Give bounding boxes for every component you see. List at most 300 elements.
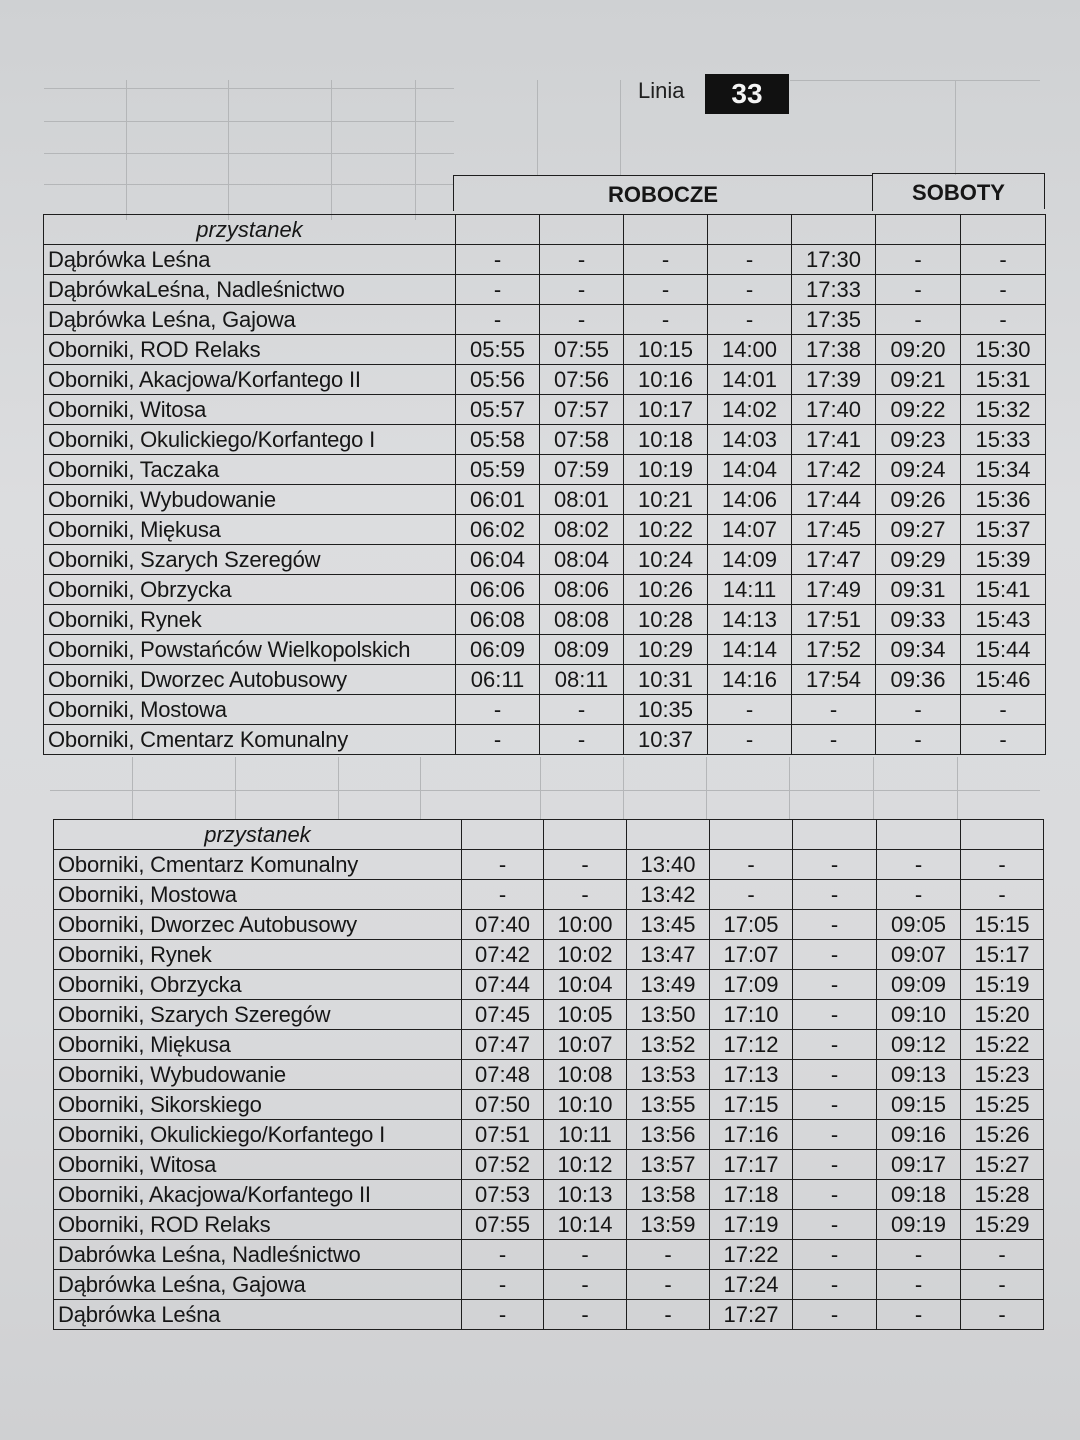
departure-time: 05:57	[456, 395, 540, 425]
departure-time: 13:50	[627, 1000, 710, 1030]
stop-name: Oborniki, ROD Relaks	[44, 335, 456, 365]
table-row	[54, 1270, 1044, 1300]
stop-name: Dąbrówka Leśna, Gajowa	[44, 305, 456, 335]
course-column-header	[624, 215, 708, 245]
departure-time: -	[456, 305, 540, 335]
stop-name: Dąbrówka Leśna	[54, 1300, 462, 1330]
line-label: Linia	[638, 78, 685, 103]
departure-time: 17:45	[792, 515, 876, 545]
departure-time: 10:16	[624, 365, 708, 395]
departure-time: 07:56	[540, 365, 624, 395]
departure-time: -	[877, 850, 961, 880]
table-row	[44, 335, 1046, 365]
departure-time: 09:18	[877, 1180, 961, 1210]
departure-time: -	[793, 880, 877, 910]
stop-name: Oborniki, Obrzycka	[54, 970, 462, 1000]
departure-time: -	[793, 1300, 877, 1330]
stop-name: Oborniki, Okulickiego/Korfantego I	[44, 425, 456, 455]
table-row	[54, 1180, 1044, 1210]
departure-time: -	[876, 725, 961, 755]
departure-time: -	[708, 245, 792, 275]
departure-time: 17:12	[710, 1030, 793, 1060]
departure-time: -	[792, 725, 876, 755]
departure-time: 13:45	[627, 910, 710, 940]
departure-time: 09:12	[877, 1030, 961, 1060]
departure-time: 09:09	[877, 970, 961, 1000]
stop-name: Oborniki, ROD Relaks	[54, 1210, 462, 1240]
departure-time: 09:19	[877, 1210, 961, 1240]
departure-time: 17:47	[792, 545, 876, 575]
departure-time: 15:46	[961, 665, 1046, 695]
departure-time: -	[793, 1120, 877, 1150]
table-row	[44, 605, 1046, 635]
departure-time: 07:59	[540, 455, 624, 485]
departure-time: 07:52	[462, 1150, 544, 1180]
departure-time: 17:18	[710, 1180, 793, 1210]
departure-time: -	[876, 305, 961, 335]
grid-line	[537, 80, 538, 175]
table-header-row	[44, 215, 1046, 245]
departure-time: 17:22	[710, 1240, 793, 1270]
departure-time: -	[462, 1300, 544, 1330]
departure-time: 17:19	[710, 1210, 793, 1240]
departure-time: 08:04	[540, 545, 624, 575]
departure-time: 14:02	[708, 395, 792, 425]
departure-time: 06:01	[456, 485, 540, 515]
departure-time: 07:55	[462, 1210, 544, 1240]
departure-time: 10:24	[624, 545, 708, 575]
departure-time: 14:16	[708, 665, 792, 695]
departure-time: -	[793, 1000, 877, 1030]
departure-time: 15:25	[961, 1090, 1044, 1120]
departure-time: 17:27	[710, 1300, 793, 1330]
grid-line	[44, 121, 454, 122]
departure-time: 15:41	[961, 575, 1046, 605]
departure-time: -	[708, 305, 792, 335]
departure-time: 17:42	[792, 455, 876, 485]
weekdays-header: ROBOCZE	[453, 175, 873, 211]
stop-name: Dąbrówka Leśna	[44, 245, 456, 275]
course-column-header	[961, 820, 1044, 850]
departure-time: 14:07	[708, 515, 792, 545]
departure-time: 07:50	[462, 1090, 544, 1120]
departure-time: 07:48	[462, 1060, 544, 1090]
course-column-header	[462, 820, 544, 850]
departure-time: -	[624, 305, 708, 335]
timetable-return	[53, 819, 1044, 1330]
grid-line	[955, 80, 956, 175]
departure-time: 13:40	[627, 850, 710, 880]
departure-time: -	[544, 850, 627, 880]
stop-column-header: przystanek	[44, 215, 456, 245]
departure-time: -	[876, 695, 961, 725]
departure-time: -	[792, 695, 876, 725]
departure-time: -	[961, 1240, 1044, 1270]
departure-time: 10:07	[544, 1030, 627, 1060]
departure-time: -	[456, 245, 540, 275]
departure-time: 09:15	[877, 1090, 961, 1120]
departure-time: 09:05	[877, 910, 961, 940]
departure-time: 10:28	[624, 605, 708, 635]
departure-time: 09:13	[877, 1060, 961, 1090]
table-row	[44, 545, 1046, 575]
table-row	[54, 1300, 1044, 1330]
table-row	[54, 1060, 1044, 1090]
departure-time: -	[793, 910, 877, 940]
departure-time: 10:00	[544, 910, 627, 940]
departure-time: 09:21	[876, 365, 961, 395]
departure-time: 15:34	[961, 455, 1046, 485]
departure-time: 14:00	[708, 335, 792, 365]
departure-time: -	[544, 1240, 627, 1270]
departure-time: 07:45	[462, 1000, 544, 1030]
departure-time: 17:24	[710, 1270, 793, 1300]
grid-line	[50, 790, 1040, 791]
departure-time: 13:56	[627, 1120, 710, 1150]
departure-time: 15:28	[961, 1180, 1044, 1210]
departure-time: -	[793, 1030, 877, 1060]
grid-line	[415, 80, 416, 220]
departure-time: -	[793, 1150, 877, 1180]
table-row	[44, 725, 1046, 755]
departure-time: -	[456, 695, 540, 725]
table-row	[44, 455, 1046, 485]
departure-time: -	[456, 275, 540, 305]
departure-time: -	[627, 1300, 710, 1330]
departure-time: -	[710, 880, 793, 910]
departure-time: -	[540, 275, 624, 305]
departure-time: -	[876, 245, 961, 275]
departure-time: 09:20	[876, 335, 961, 365]
table-row	[54, 910, 1044, 940]
departure-time: -	[793, 1210, 877, 1240]
departure-time: 10:14	[544, 1210, 627, 1240]
departure-time: 06:06	[456, 575, 540, 605]
departure-time: 17:52	[792, 635, 876, 665]
departure-time: 07:51	[462, 1120, 544, 1150]
departure-time: 15:22	[961, 1030, 1044, 1060]
departure-time: 08:01	[540, 485, 624, 515]
departure-time: 06:04	[456, 545, 540, 575]
departure-time: -	[961, 725, 1046, 755]
departure-time: 07:44	[462, 970, 544, 1000]
departure-time: 13:52	[627, 1030, 710, 1060]
departure-time: -	[540, 725, 624, 755]
departure-time: 09:31	[876, 575, 961, 605]
departure-time: 10:29	[624, 635, 708, 665]
stop-name: Dąbrówka Leśna, Gajowa	[54, 1270, 462, 1300]
departure-time: 09:16	[877, 1120, 961, 1150]
departure-time: -	[793, 1060, 877, 1090]
departure-time: 09:36	[876, 665, 961, 695]
departure-time: 09:29	[876, 545, 961, 575]
departure-time: 14:04	[708, 455, 792, 485]
departure-time: 14:01	[708, 365, 792, 395]
departure-time: 10:11	[544, 1120, 627, 1150]
line-number-badge: 33	[705, 74, 789, 114]
departure-time: 09:07	[877, 940, 961, 970]
grid-line	[540, 757, 541, 819]
stop-name: Oborniki, Akacjowa/Korfantego II	[44, 365, 456, 395]
stop-name: Oborniki, Miękusa	[54, 1030, 462, 1060]
departure-time: 15:37	[961, 515, 1046, 545]
departure-time: -	[624, 275, 708, 305]
table-row	[54, 1000, 1044, 1030]
departure-time: 15:17	[961, 940, 1044, 970]
departure-time: 13:55	[627, 1090, 710, 1120]
stop-name: Oborniki, Witosa	[44, 395, 456, 425]
departure-time: 17:13	[710, 1060, 793, 1090]
departure-time: 10:08	[544, 1060, 627, 1090]
table-row	[44, 365, 1046, 395]
departure-time: -	[710, 850, 793, 880]
stop-column-header: przystanek	[54, 820, 462, 850]
grid-line	[44, 184, 454, 185]
departure-time: 06:02	[456, 515, 540, 545]
departure-time: 09:26	[876, 485, 961, 515]
departure-time: 05:56	[456, 365, 540, 395]
table-header-row	[54, 820, 1044, 850]
departure-time: -	[877, 1300, 961, 1330]
table-row	[54, 850, 1044, 880]
departure-time: 10:18	[624, 425, 708, 455]
departure-time: 09:23	[876, 425, 961, 455]
stop-name: Oborniki, Dworzec Autobusowy	[44, 665, 456, 695]
departure-time: 06:11	[456, 665, 540, 695]
departure-time: 17:16	[710, 1120, 793, 1150]
departure-time: 06:08	[456, 605, 540, 635]
grid-line	[331, 80, 332, 220]
departure-time: 15:29	[961, 1210, 1044, 1240]
grid-line	[957, 757, 958, 819]
departure-time: 17:05	[710, 910, 793, 940]
departure-time: 14:13	[708, 605, 792, 635]
stop-name: Oborniki, Wybudowanie	[54, 1060, 462, 1090]
grid-line	[873, 757, 874, 819]
departure-time: -	[708, 695, 792, 725]
course-column-header	[710, 820, 793, 850]
departure-time: 17:54	[792, 665, 876, 695]
departure-time: -	[456, 725, 540, 755]
departure-time: 15:26	[961, 1120, 1044, 1150]
departure-time: 10:31	[624, 665, 708, 695]
departure-time: -	[708, 725, 792, 755]
departure-time: 06:09	[456, 635, 540, 665]
table-row	[54, 880, 1044, 910]
table-row	[54, 970, 1044, 1000]
departure-time: 09:33	[876, 605, 961, 635]
departure-time: 13:58	[627, 1180, 710, 1210]
table-row	[54, 1150, 1044, 1180]
course-column-header	[627, 820, 710, 850]
departure-time: -	[877, 1270, 961, 1300]
table-row	[54, 1240, 1044, 1270]
departure-time: 15:20	[961, 1000, 1044, 1030]
departure-time: -	[793, 970, 877, 1000]
departure-time: -	[961, 245, 1046, 275]
departure-time: 10:15	[624, 335, 708, 365]
departure-time: 15:31	[961, 365, 1046, 395]
departure-time: 17:07	[710, 940, 793, 970]
departure-time: -	[627, 1240, 710, 1270]
departure-time: -	[793, 1180, 877, 1210]
table-row	[44, 395, 1046, 425]
table-row	[54, 940, 1044, 970]
departure-time: 10:10	[544, 1090, 627, 1120]
stop-name: DąbrówkaLeśna, Nadleśnictwo	[44, 275, 456, 305]
departure-time: 17:49	[792, 575, 876, 605]
stop-name: Oborniki, Cmentarz Komunalny	[44, 725, 456, 755]
departure-time: 07:40	[462, 910, 544, 940]
table-row	[54, 1120, 1044, 1150]
stop-name: Oborniki, Powstańców Wielkopolskich	[44, 635, 456, 665]
departure-time: 13:59	[627, 1210, 710, 1240]
departure-time: 07:55	[540, 335, 624, 365]
departure-time: 15:39	[961, 545, 1046, 575]
departure-time: 05:58	[456, 425, 540, 455]
departure-time: 15:30	[961, 335, 1046, 365]
stop-name: Oborniki, Okulickiego/Korfantego I	[54, 1120, 462, 1150]
table-row	[44, 425, 1046, 455]
departure-time: -	[540, 245, 624, 275]
departure-time: 15:36	[961, 485, 1046, 515]
grid-line	[44, 88, 454, 89]
departure-time: 17:44	[792, 485, 876, 515]
departure-time: -	[793, 940, 877, 970]
course-column-header	[540, 215, 624, 245]
departure-time: -	[544, 1270, 627, 1300]
grid-line	[44, 153, 454, 154]
departure-time: -	[876, 275, 961, 305]
stop-name: Oborniki, Miękusa	[44, 515, 456, 545]
grid-line	[338, 757, 339, 819]
departure-time: 08:11	[540, 665, 624, 695]
departure-time: 09:22	[876, 395, 961, 425]
departure-time: 09:10	[877, 1000, 961, 1030]
stop-name: Oborniki, Sikorskiego	[54, 1090, 462, 1120]
departure-time: 15:27	[961, 1150, 1044, 1180]
table-row	[44, 245, 1046, 275]
grid-line	[420, 757, 421, 819]
departure-time: -	[462, 1270, 544, 1300]
departure-time: 17:33	[792, 275, 876, 305]
departure-time: -	[961, 275, 1046, 305]
departure-time: 14:09	[708, 545, 792, 575]
departure-time: 15:32	[961, 395, 1046, 425]
grid-line	[620, 80, 621, 175]
departure-time: 07:47	[462, 1030, 544, 1060]
grid-line	[789, 757, 790, 819]
departure-time: -	[961, 1300, 1044, 1330]
grid-line	[228, 80, 229, 220]
departure-time: -	[793, 1090, 877, 1120]
stop-name: Oborniki, Taczaka	[44, 455, 456, 485]
departure-time: 17:39	[792, 365, 876, 395]
departure-time: -	[961, 1270, 1044, 1300]
departure-time: 15:43	[961, 605, 1046, 635]
departure-time: -	[540, 305, 624, 335]
grid-line	[132, 757, 133, 819]
course-column-header	[876, 215, 961, 245]
departure-time: 10:26	[624, 575, 708, 605]
departure-time: 07:53	[462, 1180, 544, 1210]
departure-time: 09:27	[876, 515, 961, 545]
departure-time: 13:53	[627, 1060, 710, 1090]
departure-time: 07:58	[540, 425, 624, 455]
course-column-header	[961, 215, 1046, 245]
departure-time: 13:42	[627, 880, 710, 910]
stop-name: Oborniki, Rynek	[44, 605, 456, 635]
departure-time: -	[877, 880, 961, 910]
table-row	[44, 575, 1046, 605]
departure-time: 10:02	[544, 940, 627, 970]
table-row	[44, 485, 1046, 515]
stop-name: Oborniki, Szarych Szeregów	[54, 1000, 462, 1030]
departure-time: 10:21	[624, 485, 708, 515]
departure-time: -	[961, 695, 1046, 725]
departure-time: 17:09	[710, 970, 793, 1000]
departure-time: 10:37	[624, 725, 708, 755]
table-row	[54, 1030, 1044, 1060]
table-row	[44, 665, 1046, 695]
departure-time: 08:09	[540, 635, 624, 665]
departure-time: 13:47	[627, 940, 710, 970]
departure-time: 07:42	[462, 940, 544, 970]
departure-time: 13:49	[627, 970, 710, 1000]
stop-name: Oborniki, Witosa	[54, 1150, 462, 1180]
departure-time: 10:17	[624, 395, 708, 425]
departure-time: 15:23	[961, 1060, 1044, 1090]
course-column-header	[544, 820, 627, 850]
departure-time: -	[793, 1240, 877, 1270]
saturdays-header: SOBOTY	[872, 173, 1045, 209]
departure-time: 15:33	[961, 425, 1046, 455]
departure-time: -	[961, 305, 1046, 335]
departure-time: -	[793, 1270, 877, 1300]
departure-time: 10:22	[624, 515, 708, 545]
grid-line	[790, 80, 1040, 81]
departure-time: 05:59	[456, 455, 540, 485]
stop-name: Oborniki, Akacjowa/Korfantego II	[54, 1180, 462, 1210]
departure-time: 14:06	[708, 485, 792, 515]
stop-name: Oborniki, Wybudowanie	[44, 485, 456, 515]
stop-name: Oborniki, Szarych Szeregów	[44, 545, 456, 575]
departure-time: 13:57	[627, 1150, 710, 1180]
departure-time: 14:14	[708, 635, 792, 665]
course-column-header	[456, 215, 540, 245]
departure-time: 09:34	[876, 635, 961, 665]
departure-time: -	[544, 880, 627, 910]
table-row	[44, 515, 1046, 545]
departure-time: 17:10	[710, 1000, 793, 1030]
grid-line	[623, 757, 624, 819]
table-row	[44, 635, 1046, 665]
departure-time: -	[961, 880, 1044, 910]
departure-time: 08:02	[540, 515, 624, 545]
departure-time: 10:12	[544, 1150, 627, 1180]
course-column-header	[877, 820, 961, 850]
departure-time: 08:06	[540, 575, 624, 605]
stop-name: Oborniki, Obrzycka	[44, 575, 456, 605]
grid-line	[706, 757, 707, 819]
departure-time: -	[462, 880, 544, 910]
departure-time: 17:30	[792, 245, 876, 275]
grid-line	[235, 757, 236, 819]
table-row	[54, 1210, 1044, 1240]
departure-time: 08:08	[540, 605, 624, 635]
departure-time: 10:13	[544, 1180, 627, 1210]
departure-time: 17:15	[710, 1090, 793, 1120]
